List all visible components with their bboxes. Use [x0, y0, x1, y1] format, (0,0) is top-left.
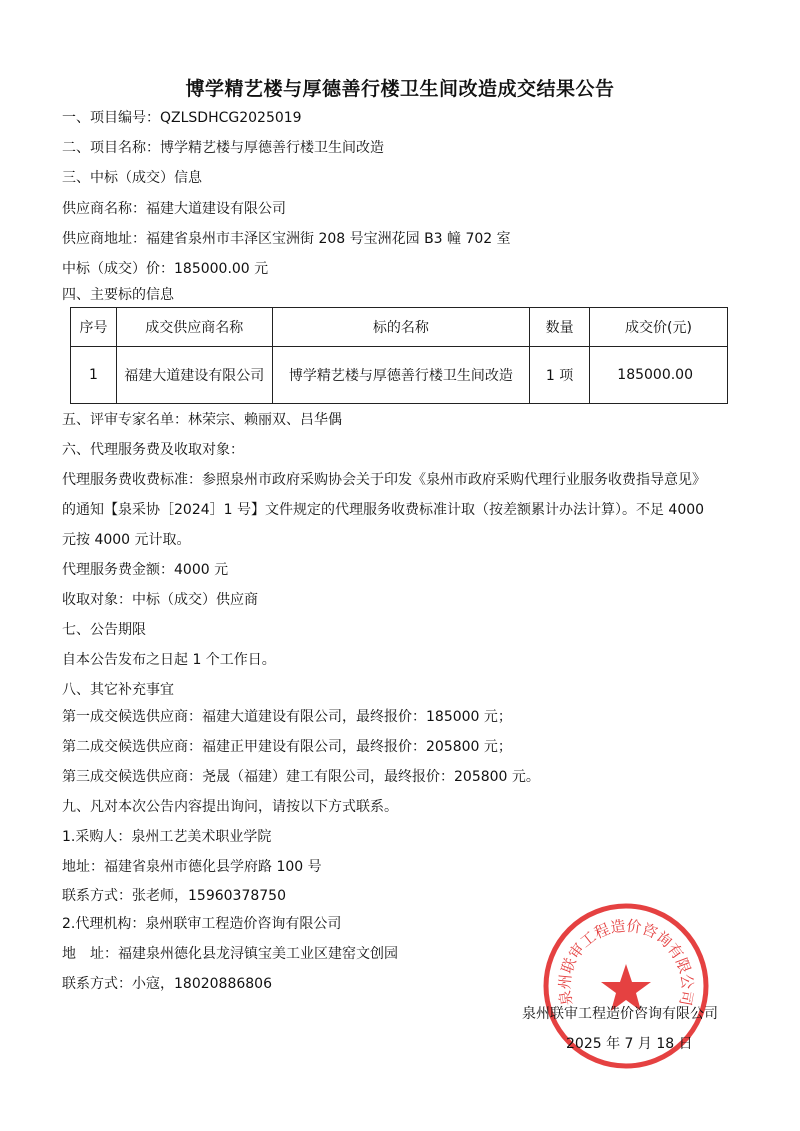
signature-date: 2025 年 7 月 18 日	[566, 1036, 693, 1052]
seal-text: 泉州联审工程造价咨询有限公司	[555, 916, 697, 1007]
table-header-row	[71, 308, 728, 347]
candidate-1: 第一成交候选供应商：福建大道建设有限公司，最终报价：185000 元；	[62, 709, 512, 725]
supplier-name: 供应商名称：福建大道建设有限公司	[62, 201, 286, 217]
section-8-heading: 八、其它补充事宜	[62, 682, 174, 698]
header-index: 序号	[71, 308, 117, 347]
table-row	[71, 347, 728, 404]
agent-contact: 联系方式：小寇，18020886806	[62, 976, 272, 992]
project-number: 一、项目编号：QZLSDHCG2025019	[62, 110, 302, 126]
fee-target: 收取对象：中标（成交）供应商	[62, 592, 258, 608]
buyer-contact: 联系方式：张老师，15960378750	[62, 888, 286, 904]
project-name: 二、项目名称：博学精艺楼与厚德善行楼卫生间改造	[62, 140, 384, 156]
supplier-address: 供应商地址：福建省泉州市丰泽区宝洲街 208 号宝洲花园 B3 幢 702 室	[62, 231, 511, 247]
page-title: 博学精艺楼与厚德善行楼卫生间改造成交结果公告	[185, 78, 615, 100]
fee-amount: 代理服务费金额：4000 元	[62, 562, 229, 578]
candidate-3: 第三成交候选供应商：尧晟（福建）建工有限公司，最终报价：205800 元。	[62, 769, 540, 785]
signature-organization: 泉州联审工程造价咨询有限公司	[522, 1006, 718, 1022]
section-7-heading: 七、公告期限	[62, 622, 146, 638]
award-price: 中标（成交）价：185000.00 元	[62, 261, 269, 277]
fee-standard-line-3: 元按 4000 元计取。	[62, 532, 191, 548]
section-6-heading: 六、代理服务费及收取对象：	[62, 442, 244, 458]
agent-address: 地 址：福建泉州德化县龙浔镇宝美工业区建窑文创园	[62, 946, 398, 962]
cell-quantity: 1 项	[530, 347, 590, 404]
buyer: 1.采购人：泉州工艺美术职业学院	[62, 829, 272, 845]
announcement-period: 自本公告发布之日起 1 个工作日。	[62, 652, 276, 668]
cell-item: 博学精艺楼与厚德善行楼卫生间改造	[272, 347, 529, 404]
header-price: 成交价(元)	[590, 308, 728, 347]
section-3-heading: 三、中标（成交）信息	[62, 170, 202, 186]
fee-standard-line-2: 的通知【泉采协［2024］1 号】文件规定的代理服务收费标准计取（按差额累计办法计算）。不足 4000	[62, 502, 705, 518]
candidate-2: 第二成交候选供应商：福建正甲建设有限公司，最终报价：205800 元；	[62, 739, 512, 755]
agent: 2.代理机构：泉州联审工程造价咨询有限公司	[62, 916, 342, 932]
cell-supplier: 福建大道建设有限公司	[116, 347, 272, 404]
fee-standard-line-1: 代理服务费收费标准：参照泉州市政府采购协会关于印发《泉州市政府采购代理行业服务收费指导意见》	[62, 472, 706, 488]
buyer-address: 地址：福建省泉州市德化县学府路 100 号	[62, 859, 322, 875]
section-5-experts: 五、评审专家名单：林荣宗、赖丽双、吕华偶	[62, 412, 342, 428]
header-supplier: 成交供应商名称	[116, 308, 272, 347]
section-9-heading: 九、凡对本次公告内容提出询问，请按以下方式联系。	[62, 799, 398, 815]
header-quantity: 数量	[530, 308, 590, 347]
award-table	[70, 307, 728, 404]
cell-index: 1	[71, 347, 117, 404]
header-item: 标的名称	[272, 308, 529, 347]
cell-price: 185000.00	[590, 347, 728, 404]
section-4-heading: 四、主要标的信息	[62, 287, 174, 303]
